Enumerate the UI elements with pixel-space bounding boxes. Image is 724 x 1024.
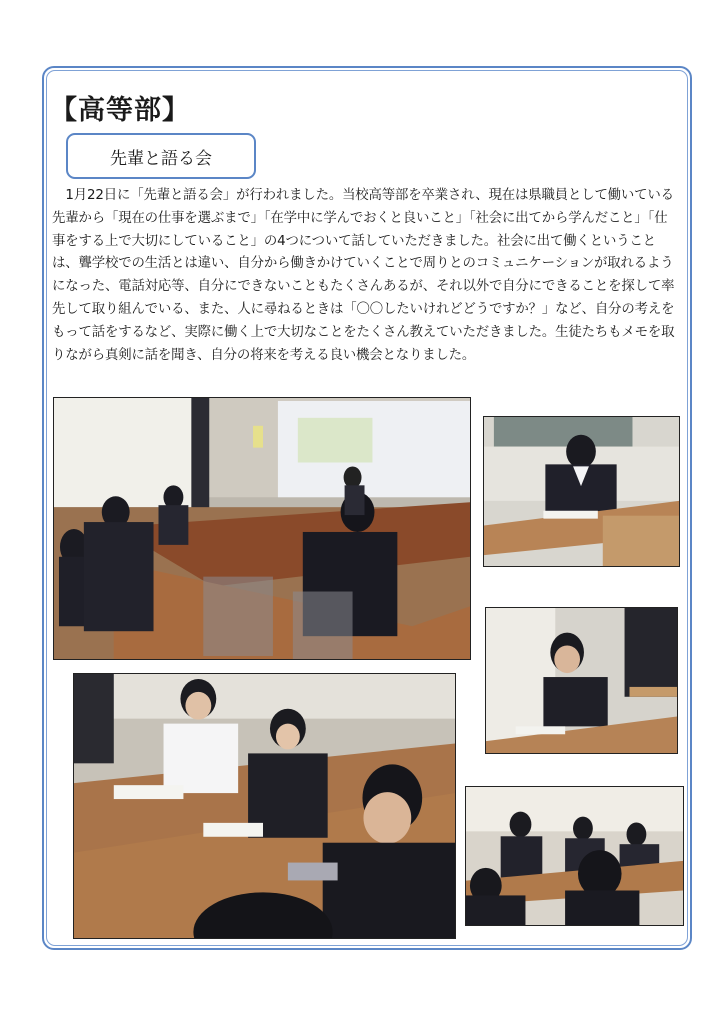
photo-students-writing xyxy=(73,673,456,939)
photo-classroom-wide xyxy=(53,397,471,660)
photo-student-listening xyxy=(485,607,678,754)
article-paragraph: 1月22日に「先輩と語る会」が行われました。当校高等部を卒業され、現在は県職員として働いている先輩から「現在の仕事を選ぶまで」「在学中に学んでおくと良いこと」「社会に出てから学んだこと」「仕事をする上で大切にしていること」の4つについて話していただきました。社会に出て働くということは、聾学校での生活とは違い、自分から働きかけていくことで周りとのコミュニケーションが取れるようになった、電話対応等、自分にできないこともたくさんあるが、それ以外で自分にできることを探して率先して取り組んでいる、また、人に尋ねるときは「〇〇したいけれどどうですか？」など、自分の考えをもって話をするなど、実際に働く上で大切なことをたくさん教えていただきました。生徒たちもメモを取りながら真剣に話を聞き、自分の将来を考える良い機会となりました。 xyxy=(52,188,675,363)
event-title: 先輩と語る会 xyxy=(110,148,212,169)
event-title-box xyxy=(66,133,256,179)
article-body xyxy=(52,185,678,367)
section-heading: 【高等部】 xyxy=(50,95,190,126)
photo-student-at-desk xyxy=(483,416,680,567)
photo-group-seated xyxy=(465,786,684,926)
